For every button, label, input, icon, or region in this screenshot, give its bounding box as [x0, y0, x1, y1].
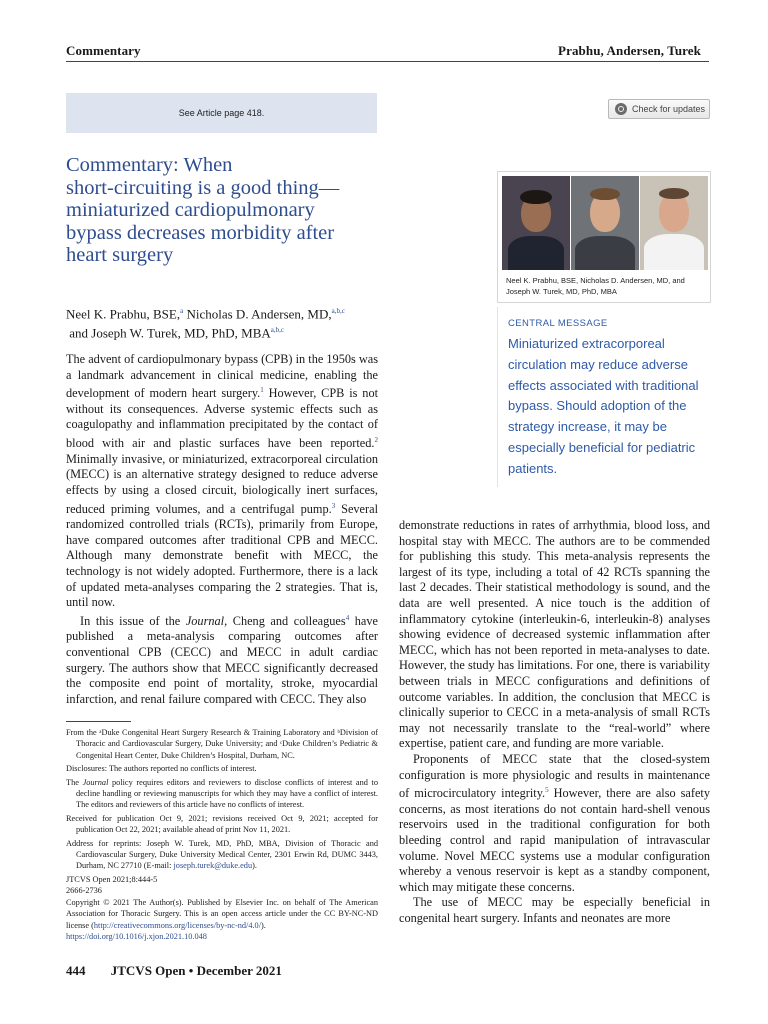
footnote-doi	[66, 931, 378, 942]
reference-link[interactable]: 2	[374, 436, 378, 445]
check-for-updates-button[interactable]	[608, 99, 710, 119]
footnote-address: Address for reprints: Joseph W. Turek, MD, PhD, MBA, Division of Thoracic and Cardiovascular Surgery, Duke University Medical Center, 2301 Erwin Rd, DUMC 3443, Durham, NC 27710 (E-mail: joseph.turek@duke.edu).	[66, 838, 378, 871]
paragraph: demonstrate reductions in rates of arrhythmia, blood loss, and hospital stay with MECC. The authors are to be commended for publishing this study. This meta-analysis represents the largest of its type, including a total of 42 RCTs spanning the last 2 decades. Their statistical methodology is sound, and the data are well presented. A nice touch is the addition of inflammatory cytokine (interleukin-6, interleukin-8) analyses showing evidence of decreased systemic inflammation after MECC, which has not been reported in meta-analyses to date. However, the study has limitations. For one, there is variability between trials in MECC configurations and definitions of outcome variables. In addition, the conclusion that MECC is clinically superior to CECC in a meta-analysis of small RCTs may not necessarily translate to the “real-world” where expertise, patient care, and funding are more variable.	[399, 518, 710, 751]
running-head-section: Commentary	[66, 43, 141, 58]
affiliation-marker[interactable]: a,b,c	[270, 326, 285, 335]
paragraph: The use of MECC may be especially beneficial in congenital heart surgery. Infants and neonates are more	[399, 895, 710, 925]
doi-link[interactable]: https://doi.org/10.1016/j.xjon.2021.10.048	[66, 931, 207, 941]
see-article-link[interactable]: See Article page 418.	[178, 108, 265, 118]
affiliation-marker[interactable]: a	[180, 307, 184, 315]
title-line: heart surgery	[66, 244, 174, 266]
title-line: bypass decreases morbidity after	[66, 221, 335, 244]
see-article-banner[interactable]	[66, 93, 377, 133]
author-andersen: Nicholas D. Andersen, MD,	[186, 306, 332, 322]
check-updates-icon	[615, 103, 627, 115]
footnote-received: Received for publication Oct 9, 2021; revisions received Oct 9, 2021; accepted for publication Oct 22, 2021; available ahead of print Nov 11, 2021.	[66, 813, 378, 835]
paragraph: Proponents of MECC state that the closed-system configuration is more physiologic and results in maintenance of microcirculatory integrity.$^5$ However, there are also safety concerns, as most iterations do not contain hard-shell venous reservoirs used in the traditional configuration for both bleeding control and rapid manipulation of intravascular volume. Novel MECC systems use a modular configuration whereby a venous reservoir is kept as a standby component, which may mitigate these concerns.	[399, 751, 711, 894]
footnote-issn: 2666-2736	[66, 886, 102, 896]
check-updates-label: Check for updates	[632, 104, 706, 114]
article-title	[66, 154, 386, 267]
author-list	[66, 303, 386, 342]
affiliation-marker[interactable]: a,b,c	[331, 307, 345, 315]
running-head-authors: Prabhu, Andersen, Turek	[558, 43, 701, 58]
footnote-rule	[66, 721, 131, 722]
header-rule	[66, 61, 709, 62]
paragraph: In this issue of the Journal, Cheng and colleagues$^4$ have published a meta-analysis comparing outcomes after conventional CPB (CECC) and MECC in adult cardiac surgery. The authors show that MECC significantly decreased the composite end point of mortality, stroke, myocardial infarction, and renal failure compared with CECC. They also	[66, 613, 378, 706]
footnote-policy: The Journal policy requires editors and reviewers to disclose conflicts of interest and to decline handling or reviewing manuscripts for which they may have a conflict of interest. The editors and reviewers of this article have no conflicts of interest.	[66, 777, 378, 810]
author-photo-andersen	[571, 176, 639, 270]
footnote-citation: JTCVS Open 2021;8:444-5	[66, 874, 158, 884]
central-message-text: Miniaturized extracorporeal circulation may reduce adverse effects associated with traditional bypass. Should adoption of the strategy increase, it may be especially beneficial for pediatric patients.	[508, 336, 699, 476]
page-footer	[66, 963, 282, 979]
central-message-label: CENTRAL MESSAGE	[508, 318, 608, 329]
author-photo-turek	[640, 176, 708, 270]
photo-caption: Neel K. Prabhu, BSE, Nicholas D. Andersen, MD, and Joseph W. Turek, MD, PhD, MBA	[506, 276, 685, 296]
body-column-right	[399, 518, 710, 927]
reference-link[interactable]: 5	[545, 786, 549, 795]
footnote-affiliations: From the ᵃDuke Congenital Heart Surgery Research & Training Laboratory and ᵇDivision of Thoracic and Cardiovascular Surgery, Duke University; and ᶜDuke Children’s Pediatric & Congenital Heart Center, Duke Children’s Hospital, Durham, NC.	[66, 728, 378, 760]
reference-link[interactable]: 3	[331, 501, 336, 510]
author-conjunction: and	[69, 325, 89, 341]
title-line: short-circuiting is a good thing—	[66, 176, 340, 199]
journal-issue: JTCVS Open • December 2021	[110, 963, 282, 978]
author-photo-panel	[497, 171, 711, 303]
footnotes	[66, 727, 378, 942]
author-photo-prabhu	[502, 176, 570, 270]
body-column-left	[66, 352, 378, 707]
footnote-copyright: Copyright © 2021 The Author(s). Published by Elsevier Inc. on behalf of The American Association for Thoracic Surgery. This is an open access article under the CC BY-NC-ND license (http://creativecommons.org/licenses/by-nc-nd/4.0/).	[66, 897, 378, 930]
page-number: 444	[66, 963, 86, 978]
author-turek: Joseph W. Turek, MD, PhD, MBA	[91, 325, 271, 341]
footnote-disclosures: Disclosures: The authors reported no conflicts of interest.	[66, 764, 257, 774]
paragraph: The advent of cardiopulmonary bypass (CPB) in the 1950s was a landmark advancement in clinical medicine, enabling the development of modern heart surgery.$^1$ However, CPB is not without its consequences. Adverse systemic effects such as coagulopathy and inflammation precipitated by the contact of blood with air and plastic surfaces have been reported.$^2$ Minimally invasive, or miniaturized, extracorporeal circulation (MECC) is an alternative strategy designed to reduce adverse effects by using a closed circuit, biologically inert surfaces, reduced priming volumes, and a centrifugal pump.$^3$ Several randomized controlled trials (RCTs), primarily from Europe, have compared outcomes after traditional CPB and MECC. Although many demonstrate benefit with MECC, the technology is not widely adopted. Furthermore, there is a lack of updated meta-analyses comparing the 2 strategies. That is, until now.	[66, 352, 379, 610]
title-line: miniaturized cardiopulmonary	[66, 199, 315, 221]
email-link[interactable]: joseph.turek@duke.edu	[173, 861, 253, 871]
reference-link[interactable]: 4	[345, 613, 350, 622]
author-prabhu: Neel K. Prabhu, BSE,	[66, 306, 181, 322]
reference-link[interactable]: 1	[260, 386, 264, 395]
license-link[interactable]: http://creativecommons.org/licenses/by-nc-nd/4.0/	[93, 920, 262, 930]
title-line: Commentary: When	[66, 154, 233, 176]
